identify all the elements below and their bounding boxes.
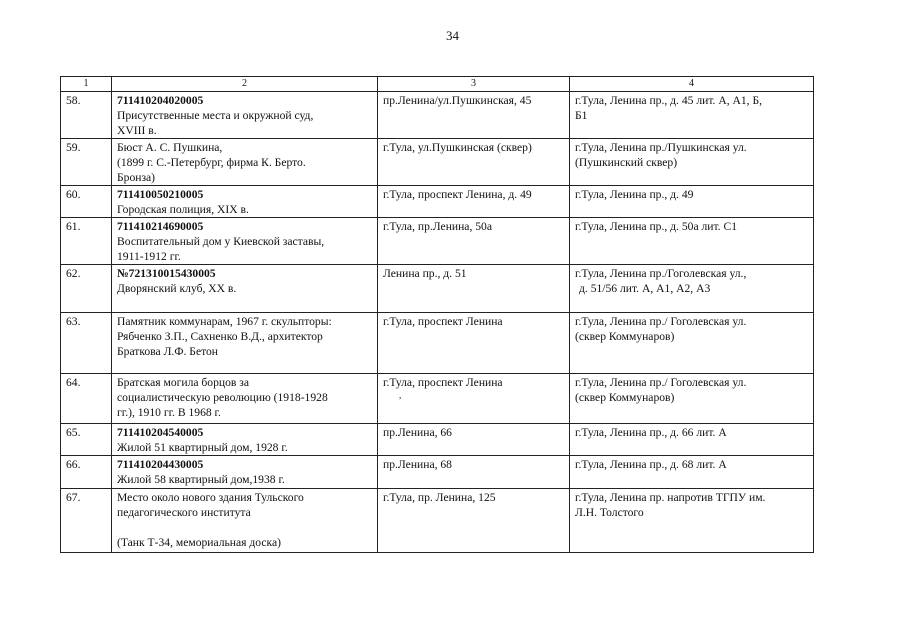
location-line: г.Тула, Ленина пр., д. 45 лит. А, А1, Б, xyxy=(575,94,763,107)
page-number: 34 xyxy=(446,28,459,43)
table-row xyxy=(61,424,814,456)
row-number: 59. xyxy=(61,139,112,186)
object-name-line: Браткова Л.Ф. Бетон xyxy=(117,345,219,358)
object-name-line: Бронза) xyxy=(117,171,156,184)
object-name-line: Воспитательный дом у Киевской заставы, xyxy=(117,235,325,248)
table-row xyxy=(61,186,814,218)
row-number: 64. xyxy=(61,374,112,424)
row-number: 62. xyxy=(61,265,112,313)
column-header-object: 2 xyxy=(112,77,378,92)
registry-code: 711410204540005 xyxy=(117,426,204,439)
location-cell xyxy=(570,186,814,218)
object-name-line: Бюст А. С. Пушкина, xyxy=(117,141,223,154)
object-name-line: педагогического института xyxy=(117,506,251,519)
object-cell xyxy=(112,139,378,186)
row-number: 60. xyxy=(61,186,112,218)
row-number: 67. xyxy=(61,489,112,553)
location-cell xyxy=(570,374,814,424)
object-name-line: Памятник коммунарам, 1967 г. скульпторы: xyxy=(117,315,332,328)
table-header-row xyxy=(61,77,814,92)
location-cell xyxy=(570,313,814,374)
location-line: г.Тула, Ленина пр. напротив ТГПУ им. xyxy=(575,491,766,504)
object-name-line: Дворянский клуб, XX в. xyxy=(117,282,237,295)
location-line: г.Тула, Ленина пр./ Гоголевская ул. xyxy=(575,376,747,389)
table-row xyxy=(61,139,814,186)
object-name-line: Городская полиция, XIX в. xyxy=(117,203,249,216)
location-line: г.Тула, Ленина пр./Пушкинская ул. xyxy=(575,141,747,154)
location-cell xyxy=(570,218,814,265)
object-cell xyxy=(112,313,378,374)
table-row xyxy=(61,265,814,313)
registry-code: 711410050210005 xyxy=(117,188,204,201)
object-cell xyxy=(112,424,378,456)
registry-code: 711410204430005 xyxy=(117,458,204,471)
column-header-location: 4 xyxy=(570,77,814,92)
row-number: 66. xyxy=(61,456,112,489)
location-cell xyxy=(570,92,814,139)
location-line: г.Тула, Ленина пр., д. 49 xyxy=(575,188,694,201)
object-cell xyxy=(112,218,378,265)
location-line: Л.Н. Толстого xyxy=(575,506,644,519)
row-number: 61. xyxy=(61,218,112,265)
column-header-address: 3 xyxy=(378,77,570,92)
spacer xyxy=(117,520,372,535)
address-cell: пр.Ленина, 68 xyxy=(378,456,570,489)
location-cell xyxy=(570,489,814,553)
address-text: г.Тула, проспект Ленина xyxy=(383,376,503,389)
location-cell xyxy=(570,456,814,489)
registry-code: 711410204020005 xyxy=(117,94,204,107)
table-row xyxy=(61,489,814,553)
location-line: (сквер Коммунаров) xyxy=(575,330,675,343)
location-cell xyxy=(570,265,814,313)
table-row xyxy=(61,374,814,424)
location-line: г.Тула, Ленина пр., д. 66 лит. А xyxy=(575,426,727,439)
address-cell: г.Тула, ул.Пушкинская (сквер) xyxy=(378,139,570,186)
object-cell xyxy=(112,456,378,489)
object-cell xyxy=(112,186,378,218)
object-cell xyxy=(112,489,378,553)
location-line: (сквер Коммунаров) xyxy=(575,391,675,404)
object-name-line: Жилой 58 квартирный дом,1938 г. xyxy=(117,473,285,486)
object-name-line: (1899 г. С.-Петербург, фирма К. Берто. xyxy=(117,156,306,169)
location-line: д. 51/56 лит. А, А1, А2, А3 xyxy=(579,282,711,295)
location-line: г.Тула, Ленина пр., д. 68 лит. А xyxy=(575,458,727,471)
registry-code: 711410214690005 xyxy=(117,220,204,233)
object-name-line: 1911-1912 гг. xyxy=(117,250,181,263)
table-row xyxy=(61,92,814,139)
object-cell xyxy=(112,265,378,313)
location-line: Б1 xyxy=(575,109,588,122)
object-name-line: Место около нового здания Тульского xyxy=(117,491,304,504)
row-number: 58. xyxy=(61,92,112,139)
object-cell xyxy=(112,92,378,139)
object-name-line: Присутственные места и окружной суд, xyxy=(117,109,314,122)
location-line: (Пушкинский сквер) xyxy=(575,156,678,169)
object-cell xyxy=(112,374,378,424)
location-cell xyxy=(570,139,814,186)
address-cell: г.Тула, проспект Ленина xyxy=(378,313,570,374)
object-name-line: XVIII в. xyxy=(117,124,157,137)
object-name-line: гг.), 1910 гг. В 1968 г. xyxy=(117,406,221,419)
location-line: г.Тула, Ленина пр./Гоголевская ул., xyxy=(575,267,747,280)
object-name-line: Братская могила борцов за xyxy=(117,376,250,389)
address-cell: г.Тула, пр.Ленина, 50а xyxy=(378,218,570,265)
table-row xyxy=(61,313,814,374)
object-name-line: социалистическую революцию (1918-1928 xyxy=(117,391,328,404)
table-row xyxy=(61,218,814,265)
address-cell: Ленина пр., д. 51 xyxy=(378,265,570,313)
object-name-line: Жилой 51 квартирный дом, 1928 г. xyxy=(117,441,288,454)
address-cell: пр.Ленина/ул.Пушкинская, 45 xyxy=(378,92,570,139)
address-cell: г.Тула, проспект Ленина, д. 49 xyxy=(378,186,570,218)
location-line: г.Тула, Ленина пр./ Гоголевская ул. xyxy=(575,315,747,328)
stray-mark: , xyxy=(399,390,402,400)
row-number: 65. xyxy=(61,424,112,456)
table-row xyxy=(61,456,814,489)
location-line: г.Тула, Ленина пр., д. 50а лит. С1 xyxy=(575,220,737,233)
address-cell: пр.Ленина, 66 xyxy=(378,424,570,456)
location-cell xyxy=(570,424,814,456)
address-cell: г.Тула, пр. Ленина, 125 xyxy=(378,489,570,553)
monuments-table xyxy=(60,76,814,553)
object-name-line: Рябченко З.П., Сахненко В.Д., архитектор xyxy=(117,330,323,343)
column-header-number: 1 xyxy=(61,77,112,92)
row-number: 63. xyxy=(61,313,112,374)
registry-code: №721310015430005 xyxy=(117,267,216,280)
address-cell xyxy=(378,374,570,424)
object-note: (Танк Т-34, мемориальная доска) xyxy=(117,536,281,549)
